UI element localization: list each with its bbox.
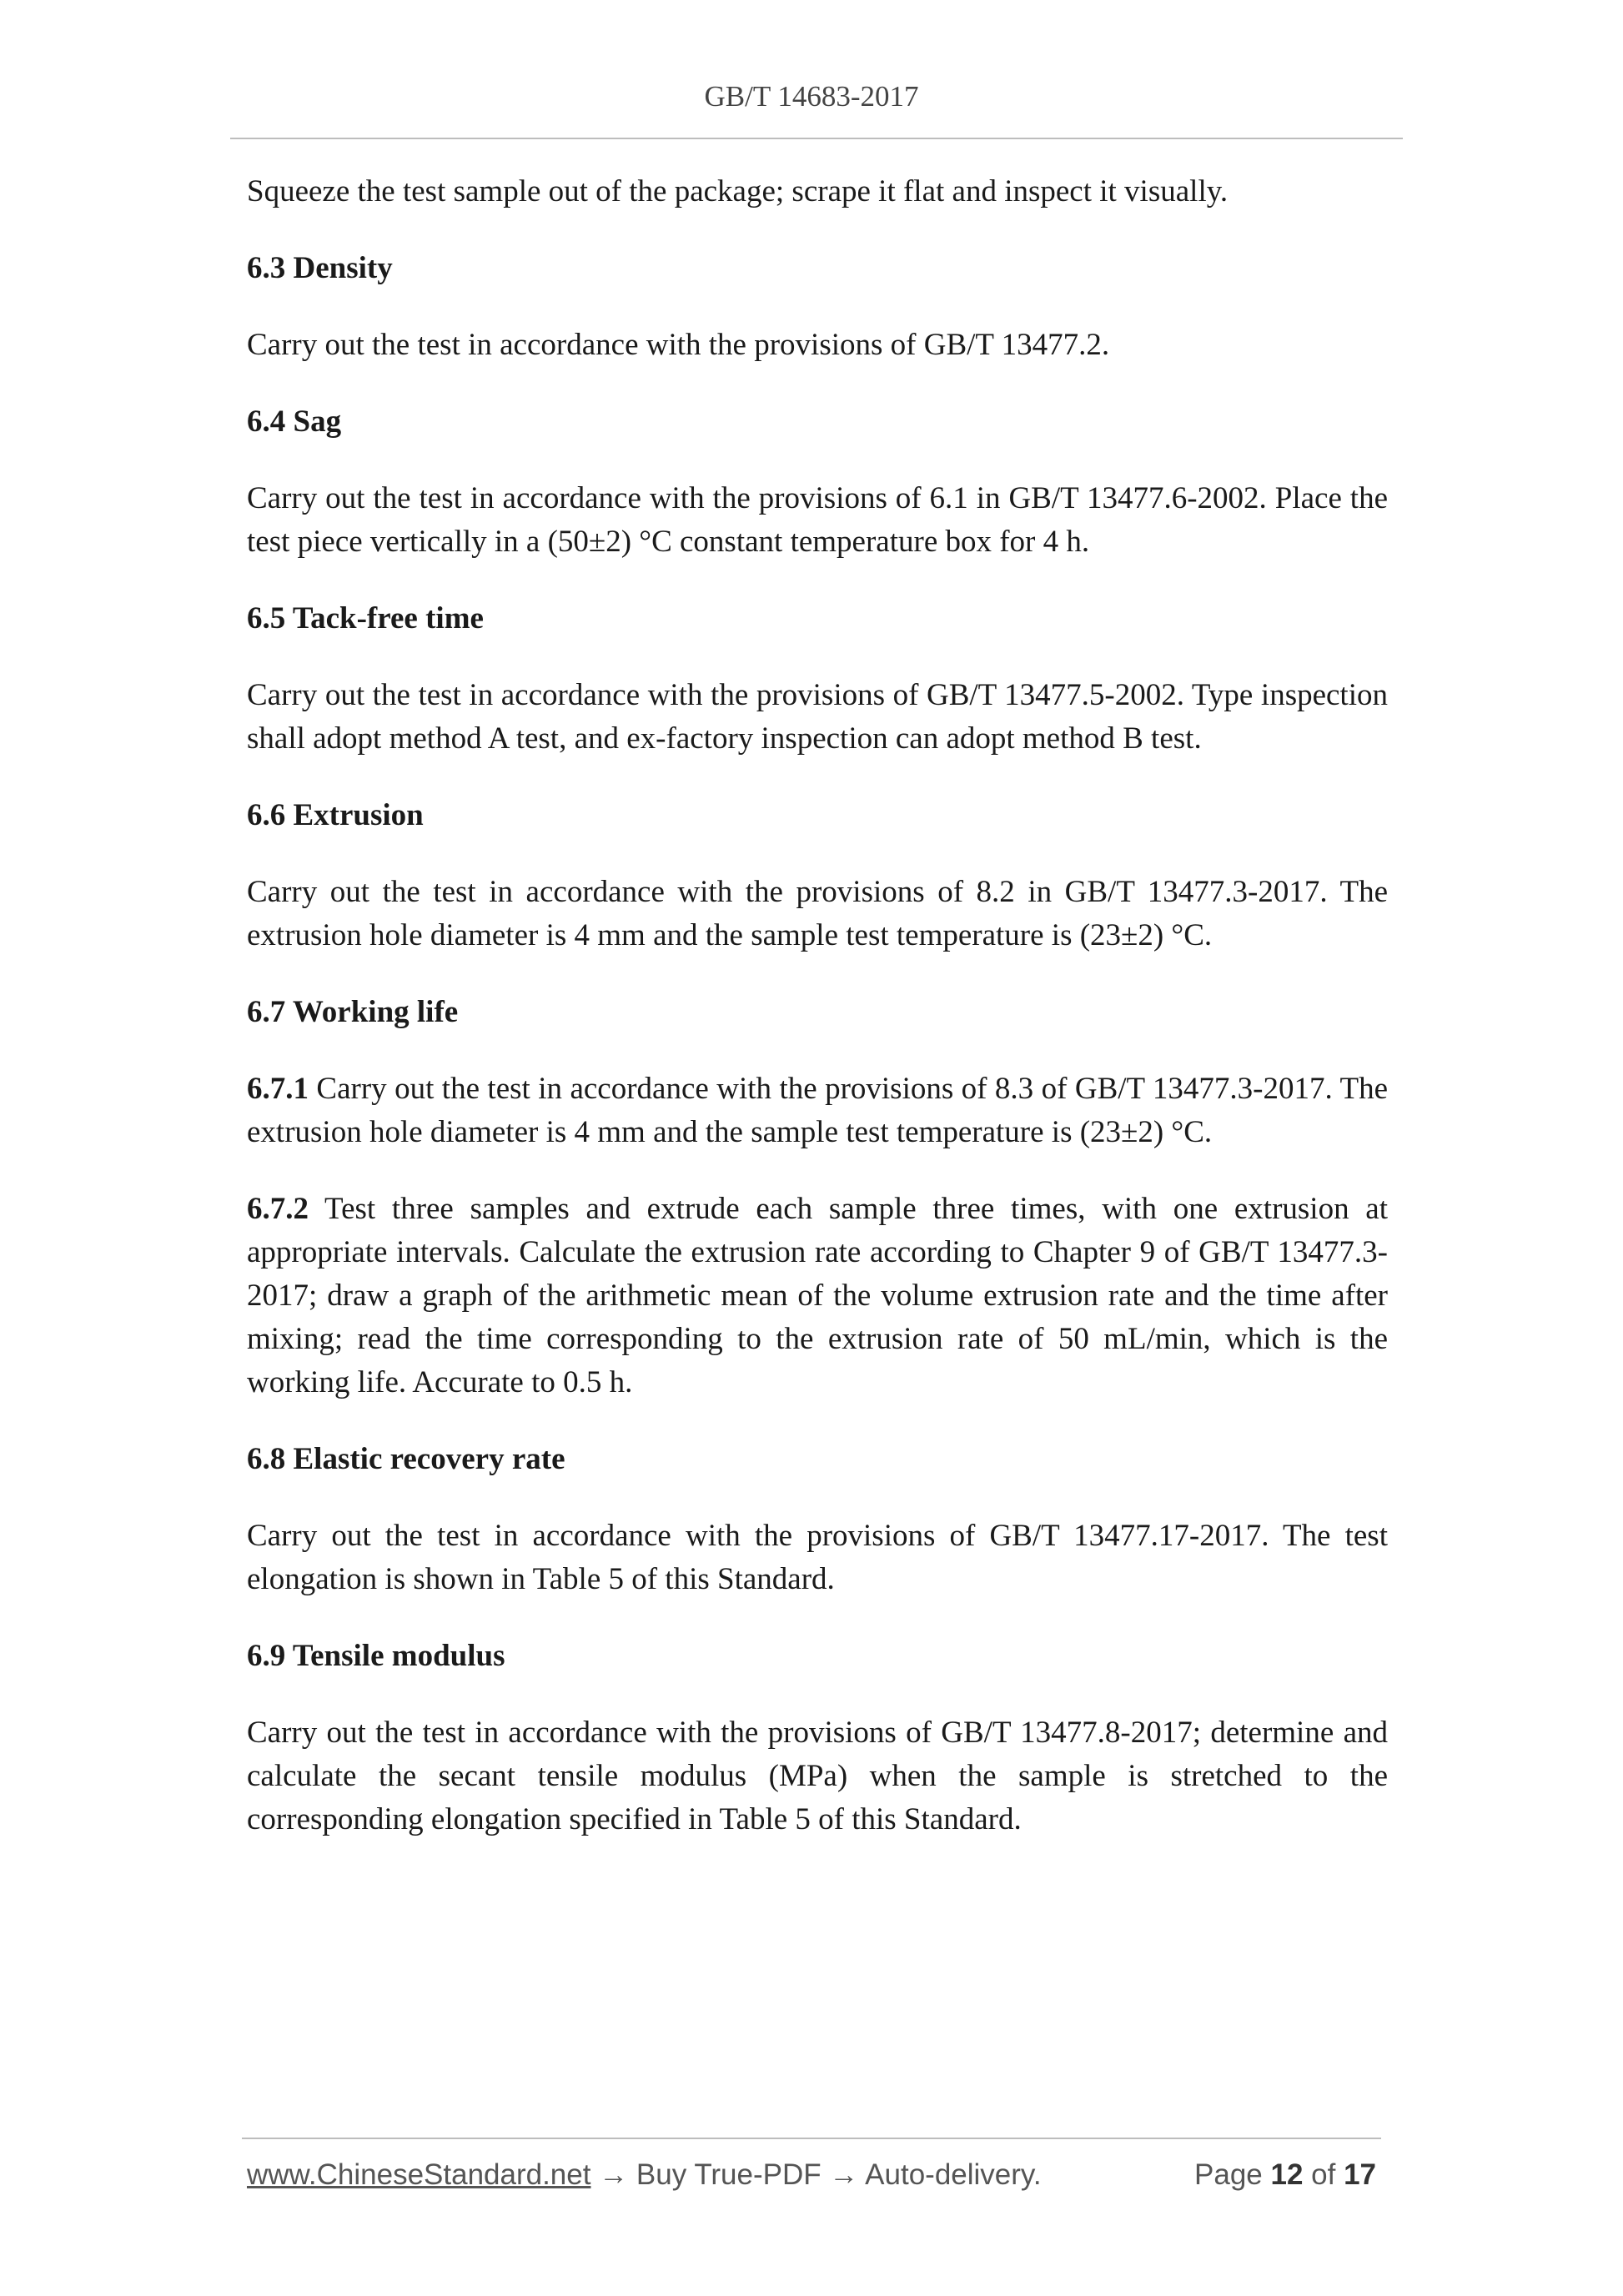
- heading-6-3: 6.3 Density: [247, 251, 393, 285]
- intro-paragraph: Squeeze the test sample out of the package; scrape it flat and inspect it visually.: [247, 174, 1229, 208]
- document-body: [247, 170, 1388, 1875]
- heading-6-4: 6.4 Sag: [247, 404, 342, 439]
- footer-tagline: → Buy True-PDF → Auto-delivery.: [590, 2158, 1042, 2191]
- paragraph-6-5: Carry out the test in accordance with the provisions of GB/T 13477.5-2002. Type inspection shall adopt method A test, and ex-factory inspection can adopt method B test.: [247, 678, 1388, 756]
- paragraph-6-6: Carry out the test in accordance with the provisions of 8.2 in GB/T 13477.3-2017. The extrusion hole diameter is 4 mm and the sample test temperature is (23±2) °C.: [247, 875, 1388, 952]
- heading-6-5: 6.5 Tack-free time: [247, 601, 484, 636]
- heading-6-7: 6.7 Working life: [247, 995, 459, 1029]
- heading-6-8: 6.8 Elastic recovery rate: [247, 1442, 565, 1476]
- running-header: GB/T 14683-2017: [704, 80, 919, 113]
- website-link[interactable]: www.ChineseStandard.net: [247, 2158, 591, 2191]
- paragraph-6-8: Carry out the test in accordance with the provisions of GB/T 13477.17-2017. The test elongation is shown in Table 5 of this Standard.: [247, 1519, 1388, 1596]
- footer-divider: [242, 2138, 1381, 2139]
- clause-number-6-7-2: 6.7.2: [247, 1192, 309, 1226]
- page-of-label: of: [1303, 2158, 1344, 2191]
- page-indicator: [1194, 2158, 1376, 2192]
- clause-text-6-7-1: Carry out the test in accordance with the provisions of 8.3 of GB/T 13477.3-2017. The extrusion hole diameter is 4 mm and the sample test temperature is (23±2) °C.: [247, 1072, 1388, 1149]
- clause-number-6-7-1: 6.7.1: [247, 1072, 309, 1106]
- page-total: 17: [1344, 2158, 1376, 2191]
- paragraph-6-4: Carry out the test in accordance with the provisions of 6.1 in GB/T 13477.6-2002. Place the test piece vertically in a (50±2) °C constant temperature box for 4 h.: [247, 481, 1388, 559]
- paragraph-6-9: Carry out the test in accordance with the provisions of GB/T 13477.8-2017; determine and calculate the secant tensile modulus (MPa) when the sample is stretched to the corresponding elongation specified in Table 5 of this Standard.: [247, 1716, 1388, 1836]
- paragraph-6-7-1: [247, 1068, 1388, 1154]
- heading-6-6: 6.6 Extrusion: [247, 798, 424, 832]
- page-footer: [247, 2158, 1381, 2192]
- clause-text-6-7-2: Test three samples and extrude each sample three times, with one extrusion at appropriate intervals. Calculate the extrusion rate according to Chapter 9 of GB/T 13477.3-2017; draw a graph of the arithmetic mean of the volume extrusion rate and the time after mixing; read the time corresponding to the extrusion rate of 50 mL/min, which is the working life. Accurate to 0.5 h.: [247, 1192, 1388, 1399]
- page-label: Page: [1194, 2158, 1271, 2191]
- page-number: 12: [1270, 2158, 1304, 2191]
- paragraph-6-7-2: [247, 1188, 1388, 1404]
- header-divider: [230, 138, 1403, 139]
- heading-6-9: 6.9 Tensile modulus: [247, 1639, 505, 1673]
- paragraph-6-3: Carry out the test in accordance with the provisions of GB/T 13477.2.: [247, 328, 1110, 362]
